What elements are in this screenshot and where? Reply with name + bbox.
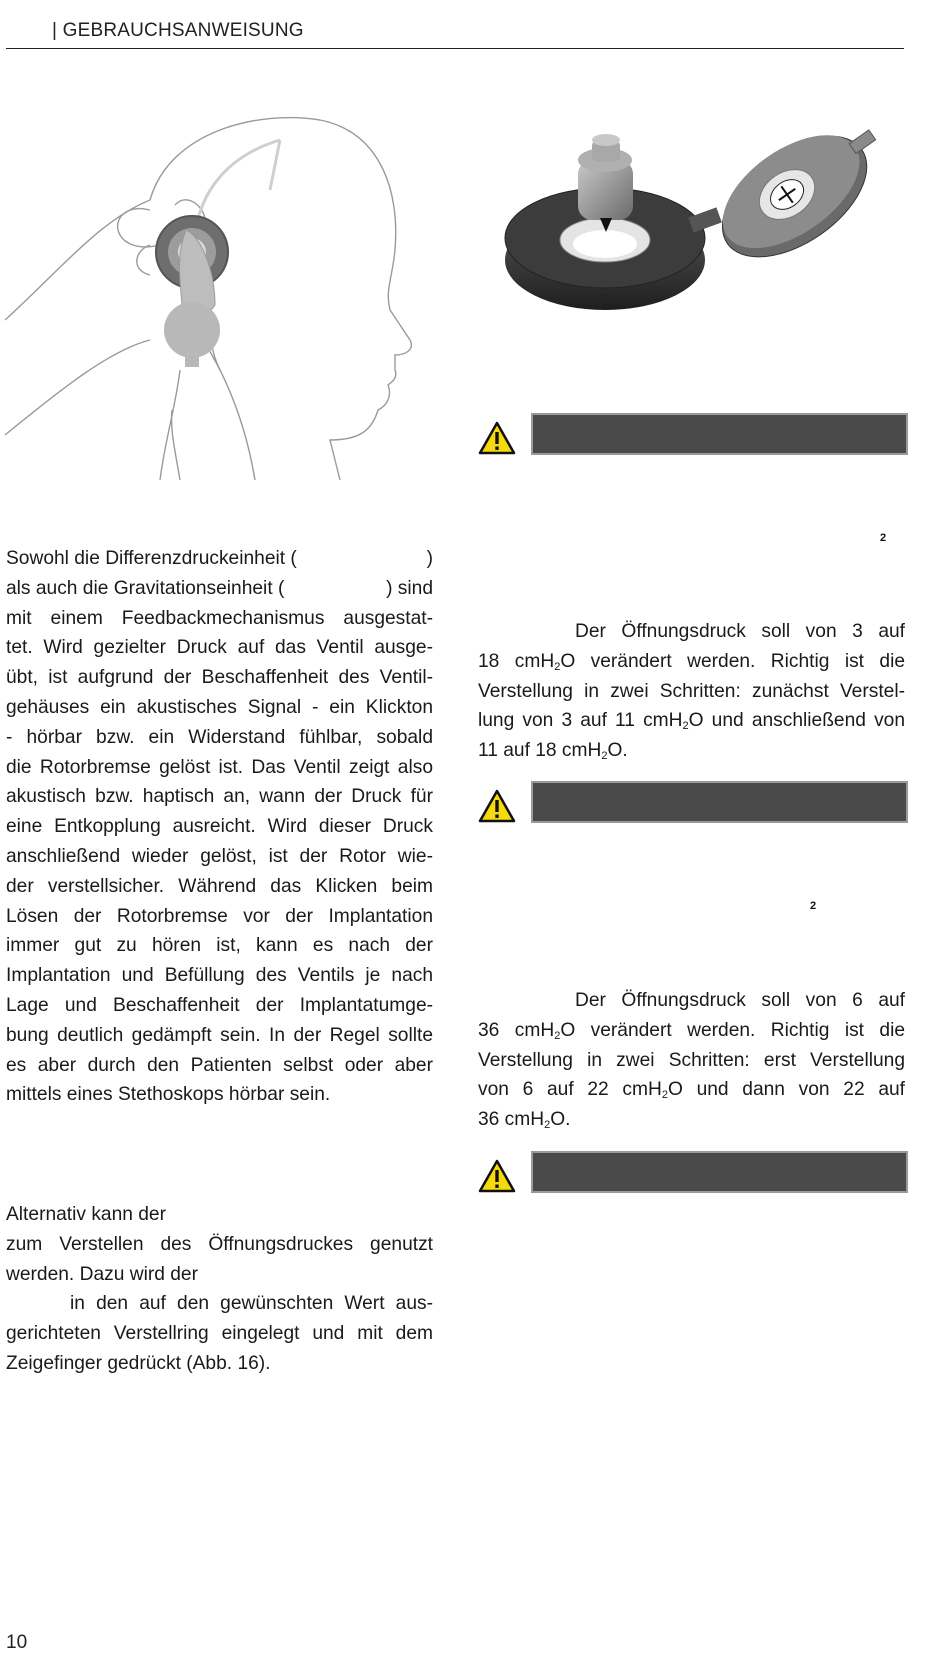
- warning-triangle-icon: [478, 789, 516, 823]
- adjustment-device-image: [500, 120, 880, 330]
- example-two-paragraph: Der Öffnungsdruck soll von 6 auf 36 cmH$_2$O verändert werden. Richtig ist die Verstellung in zwei Schritten: erst Verstellung von 6 auf 22 cmH$_2$O und dann von 22 auf 36 cmH$_2$O.: [478, 990, 906, 1132]
- superscript-marker: 2: [880, 532, 887, 544]
- example-one-paragraph: Der Öffnungsdruck soll von 3 auf 18 cmH$_2$O verändert werden. Richtig ist die Verstellung in zwei Schritten: zunächst Verstel- lung von 3 auf 11 cmH$_2$O und anschließend von 11 auf 18 cmH$_2$O.: [478, 621, 906, 763]
- header-title: | GEBRAUCHSANWEISUNG: [52, 20, 304, 41]
- head-illustration: [0, 110, 420, 480]
- warning-triangle-icon: [478, 1159, 516, 1193]
- page-number: 10: [6, 1632, 28, 1653]
- warning-bar: [531, 1151, 908, 1193]
- page-header: [6, 18, 904, 49]
- warning-bar: [531, 413, 908, 455]
- warning-bar: [531, 781, 908, 823]
- superscript-marker: 2: [810, 900, 817, 912]
- feedback-paragraph: Sowohl die Differenzdruckeinheit ( ) als auch die Gravitationseinheit ( ) sind mit einem Feedbackmechanismus ausgestat- tet. Wird gezielter Druck auf das Ventil ausge- übt, ist aufgrund der Beschaffenheit des Ventil- gehäuses ein akustisches Signal - ein Klickton - hörbar bzw. ein Widerstand fühlbar, sobald die Rotorbremse gelöst ist. Das Ventil zeigt also akustisch bzw. haptisch an, wann der Druck für eine Entkopplung ausreicht. Wird dieser Druck anschließend wieder gelöst, ist der Rotor wie- der verstellsicher. Während das Klicken beim Lösen der Rotorbremse vor der Implantation immer gut zu hören ist, kann es nach der Implantation und Befüllung des Ventils je nach Lage und Beschaffenheit der Implantatumge- bung deutlich gedämpft sein. In der Regel sollte es aber durch den Patienten selbst oder aber mittels eines Stethoskops hörbar sein.: [6, 548, 433, 1106]
- warning-triangle-icon: [478, 421, 516, 455]
- alternative-paragraph: Alternativ kann der zum Verstellen des Öffnungsdruckes genutzt werden. Dazu wird der in den auf den gewünschten Wert aus- gerichteten Verstellring eingelegt und mit dem Zeigefinger gedrückt (Abb. 16).: [6, 1204, 433, 1374]
